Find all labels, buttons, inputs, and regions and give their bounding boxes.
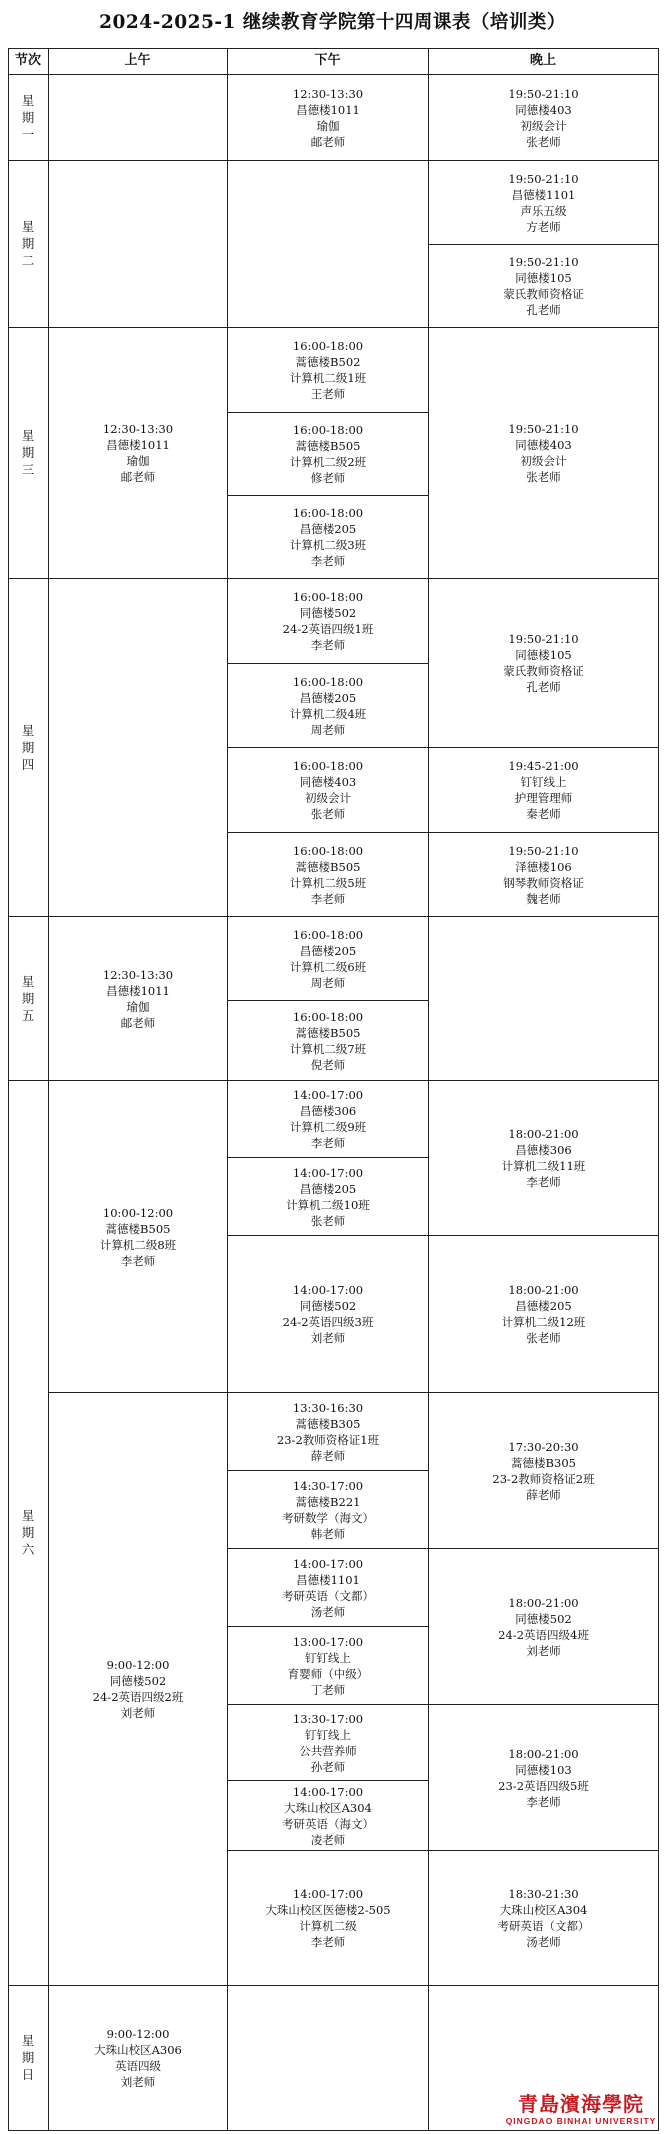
course-cell-sat-pm9-line: 考研英语（海文）: [282, 1816, 374, 1831]
header-morning: [48, 48, 227, 74]
course-cell-thu-pm2-line: 周老师: [310, 722, 346, 737]
course-cell-thu-ev3-line: 19:50-21:10: [508, 843, 579, 858]
course-cell-sat-pm4: [228, 1393, 428, 1470]
course-cell-mon-pm-line: 瑜伽: [316, 118, 340, 133]
course-cell-sat-ev4-line: 刘老师: [526, 1643, 561, 1658]
course-cell-sat-pm1: [228, 1081, 428, 1157]
course-cell-sat-ev6: [429, 1851, 658, 1985]
day-label-sun-line: 期: [21, 2050, 35, 2065]
course-cell-wed-ev: [429, 328, 658, 578]
course-cell-sat-pm2-line: 14:00-17:00: [292, 1165, 364, 1180]
day-label-mon-line: 期: [21, 109, 35, 125]
course-cell-sat-pm5-line: 14:30-17:00: [292, 1478, 364, 1493]
course-cell-sat-pm4-line: 13:30-16:30: [292, 1400, 364, 1415]
course-cell-sat-pm5: [228, 1471, 428, 1548]
course-cell-tue-ev1-line: 昌德楼1101: [511, 187, 576, 202]
course-cell-wed-am-line: 邮老师: [120, 470, 156, 484]
course-cell-sat-pm3: [228, 1236, 428, 1392]
course-cell-sat-pm10-line: 李老师: [310, 1935, 346, 1949]
course-cell-thu-pm3-line: 16:00-18:00: [292, 759, 364, 773]
day-label-tue-line: 二: [21, 253, 35, 268]
page-title: 2024-2025-1 继续教育学院第十四周课表（培训类）: [99, 12, 566, 33]
course-cell-sat-pm4-line: 薛老师: [310, 1448, 346, 1463]
day-label-sat: [8, 1080, 48, 1985]
course-cell-sat-pm9-line: 14:00-17:00: [292, 1784, 364, 1799]
course-cell-wed-ev-line: 张老师: [526, 470, 561, 484]
course-cell-sat-pm6-line: 考研英语（文都）: [282, 1588, 374, 1603]
course-cell-sat-pm8-line: 孙老师: [310, 1759, 346, 1774]
course-cell-sat-ev3: [429, 1393, 658, 1548]
course-cell-tue-ev1: [429, 161, 658, 244]
course-cell-sat-pm2: [228, 1158, 428, 1235]
course-cell-sat-pm4-line: 23-2教师资格证1班: [276, 1432, 380, 1447]
course-cell-thu-ev1-line: 孔老师: [526, 680, 561, 694]
course-cell-sat-am2-line: 同德楼502: [109, 1674, 167, 1688]
course-cell-sun-am-line: 9:00-12:00: [106, 2027, 170, 2041]
course-cell-tue-ev2-line: 蒙氏教师资格证: [503, 287, 584, 301]
course-cell-thu-ev2: [429, 748, 658, 832]
course-cell-sat-am1-line: 李老师: [120, 1253, 156, 1268]
course-cell-sat-pm5-line: 蒿德楼B221: [295, 1494, 361, 1509]
course-cell-thu-ev1: [429, 579, 658, 747]
course-cell-sat-pm7: [228, 1627, 428, 1704]
course-cell-sat-ev1-line: 李老师: [526, 1175, 561, 1189]
course-cell-fri-am-line: 12:30-13:30: [102, 967, 174, 982]
course-cell-fri-pm1-line: 周老师: [310, 975, 346, 990]
cell-divider: [48, 578, 228, 579]
course-cell-sat-pm9: [228, 1781, 428, 1850]
course-cell-sat-ev4-line: 24-2英语四级4班: [498, 1627, 589, 1642]
course-cell-wed-pm3-line: 昌德楼205: [299, 522, 357, 536]
course-cell-wed-pm3-line: 16:00-18:00: [292, 506, 364, 520]
course-cell-wed-pm3: [228, 496, 428, 578]
course-cell-sat-pm3-line: 24-2英语四级3班: [282, 1315, 374, 1329]
course-cell-sat-pm10-line: 14:00-17:00: [292, 1887, 364, 1901]
course-cell-fri-pm2-line: 计算机二级7班: [289, 1041, 367, 1056]
course-cell-fri-pm1-line: 昌德楼205: [299, 943, 357, 958]
day-label-thu-line: 星: [21, 722, 35, 738]
course-cell-sat-ev5-line: 李老师: [526, 1794, 561, 1809]
course-cell-sat-am1: [49, 1081, 227, 1392]
day-label-thu: [8, 578, 48, 916]
day-label-fri-line: 期: [21, 990, 35, 1006]
course-cell-sat-ev5-line: 18:00-21:00: [508, 1746, 579, 1761]
course-cell-thu-pm2-line: 昌德楼205: [299, 690, 357, 705]
course-cell-sat-ev1: [429, 1081, 658, 1235]
course-cell-sat-pm8-line: 公共营养师: [299, 1743, 357, 1758]
course-cell-mon-ev-line: 初级会计: [520, 118, 567, 133]
course-cell-thu-ev3: [429, 833, 658, 916]
course-cell-thu-pm1-line: 16:00-18:00: [292, 590, 364, 604]
course-cell-wed-pm2-line: 计算机二级2班: [289, 455, 367, 469]
course-cell-fri-pm1-line: 计算机二级6班: [289, 959, 367, 974]
course-cell-wed-am-line: 昌德楼1011: [106, 438, 170, 452]
course-cell-tue-ev2: [429, 245, 658, 327]
day-label-mon-line: 星: [21, 92, 35, 108]
course-cell-sat-pm1-line: 李老师: [310, 1136, 346, 1150]
course-cell-thu-pm1-line: 李老师: [310, 638, 346, 652]
course-cell-fri-am-line: 邮老师: [120, 1015, 156, 1030]
table-bottom-border: [8, 2130, 659, 2131]
course-cell-sat-ev2-line: 18:00-21:00: [508, 1283, 579, 1297]
day-label-tue-line: 星: [21, 219, 35, 234]
course-cell-sat-am2: [49, 1393, 227, 1985]
course-cell-wed-pm1: [228, 328, 428, 412]
course-cell-sat-pm8-line: 钉钉线上: [305, 1727, 351, 1742]
course-cell-thu-pm1: [228, 579, 428, 663]
header-morning-line: 上午: [124, 53, 151, 68]
course-cell-sun-am-line: 刘老师: [120, 2075, 156, 2089]
course-cell-sat-pm3-line: 14:00-17:00: [292, 1283, 364, 1297]
course-cell-thu-pm2: [228, 664, 428, 747]
course-cell-sat-pm10-line: 计算机二级: [299, 1919, 357, 1933]
course-cell-sat-pm10: [228, 1851, 428, 1985]
course-cell-sat-ev3-line: 17:30-20:30: [508, 1439, 579, 1454]
course-cell-sat-ev4: [429, 1549, 658, 1704]
course-cell-sat-ev3-line: 蒿德楼B305: [511, 1455, 576, 1470]
course-cell-thu-pm1-line: 24-2英语四级1班: [282, 622, 374, 636]
course-cell-wed-pm3-line: 计算机二级3班: [289, 538, 367, 552]
course-cell-sat-pm6-line: 昌德楼1101: [296, 1572, 360, 1587]
day-label-sun-line: 星: [21, 2033, 35, 2048]
course-cell-sat-ev2-line: 计算机二级12班: [501, 1315, 586, 1329]
day-label-wed-line: 期: [21, 445, 35, 460]
course-cell-thu-pm3-line: 同德楼403: [299, 775, 357, 789]
table-right-border: [658, 48, 659, 2130]
course-cell-sun-am: [49, 1986, 227, 2130]
course-cell-sat-ev3-line: 薛老师: [526, 1487, 561, 1502]
course-cell-thu-ev2-line: 秦老师: [526, 807, 561, 821]
day-label-fri-line: 五: [21, 1007, 35, 1023]
course-cell-sat-ev4-line: 18:00-21:00: [508, 1595, 579, 1610]
course-cell-wed-pm2-line: 修老师: [310, 471, 346, 485]
day-label-sat-line: 六: [21, 1542, 35, 1557]
header-afternoon: [227, 48, 428, 74]
course-cell-sat-pm4-line: 蒿德楼B305: [295, 1416, 361, 1431]
course-cell-fri-am: [49, 917, 227, 1080]
course-cell-sat-am1-line: 蒿德楼B505: [105, 1221, 171, 1236]
course-cell-sat-am2-line: 刘老师: [120, 1706, 156, 1720]
course-cell-sat-ev5-line: 23-2英语四级5班: [498, 1778, 589, 1793]
course-cell-mon-pm-line: 昌德楼1011: [296, 102, 360, 117]
course-cell-thu-pm3-line: 张老师: [310, 807, 346, 821]
header-evening-line: 晚上: [529, 53, 556, 68]
course-cell-fri-pm2-line: 蒿德楼B505: [295, 1025, 361, 1040]
course-cell-thu-pm4-line: 李老师: [310, 891, 346, 906]
course-cell-sat-pm7-line: 丁老师: [310, 1682, 346, 1697]
course-cell-thu-pm1-line: 同德楼502: [299, 606, 357, 620]
header-afternoon-line: 下午: [314, 53, 341, 68]
course-cell-sat-ev2-line: 张老师: [526, 1331, 561, 1345]
course-cell-sat-ev6-line: 18:30-21:30: [508, 1887, 579, 1901]
header-period-line: 节次: [14, 53, 41, 68]
course-cell-tue-ev2-line: 同德楼105: [515, 271, 572, 285]
course-cell-sat-pm2-line: 张老师: [310, 1213, 346, 1228]
course-cell-sat-ev6-line: 大珠山校区A304: [499, 1903, 588, 1917]
day-label-sun-line: 日: [21, 2067, 35, 2082]
course-cell-sat-am2-line: 9:00-12:00: [106, 1658, 170, 1672]
course-cell-thu-pm2-line: 计算机二级4班: [289, 706, 367, 721]
course-cell-tue-ev2-line: 19:50-21:10: [508, 255, 579, 269]
day-label-thu-line: 期: [21, 739, 35, 755]
course-cell-thu-pm4-line: 蒿德楼B505: [295, 859, 361, 874]
course-cell-wed-ev-line: 同德楼403: [515, 438, 572, 452]
course-cell-fri-pm2: [228, 1001, 428, 1080]
course-cell-wed-pm2-line: 16:00-18:00: [292, 423, 364, 437]
course-cell-wed-pm2: [228, 413, 428, 495]
course-cell-sat-pm1-line: 计算机二级9班: [289, 1120, 367, 1134]
course-cell-sat-pm6-line: 汤老师: [310, 1604, 346, 1619]
course-cell-sat-ev1-line: 昌德楼306: [515, 1143, 572, 1157]
course-cell-wed-am: [49, 328, 227, 578]
course-cell-wed-pm3-line: 李老师: [310, 554, 346, 568]
course-cell-thu-ev1-line: 同德楼105: [515, 648, 572, 662]
course-cell-thu-ev3-line: 魏老师: [526, 891, 561, 906]
header-evening: [428, 48, 658, 74]
course-cell-sat-pm6: [228, 1549, 428, 1626]
course-cell-thu-ev1-line: 19:50-21:10: [508, 632, 579, 646]
course-cell-sat-am1-line: 10:00-12:00: [102, 1205, 174, 1220]
course-cell-sat-ev2: [429, 1236, 658, 1392]
course-cell-thu-pm4-line: 计算机二级5班: [289, 875, 367, 890]
course-cell-tue-ev1-line: 19:50-21:10: [508, 171, 579, 186]
course-cell-thu-ev1-line: 蒙氏教师资格证: [503, 664, 584, 678]
day-label-fri-line: 星: [21, 973, 35, 989]
course-cell-mon-pm-line: 邮老师: [310, 134, 346, 149]
course-cell-fri-pm2-line: 倪老师: [310, 1057, 346, 1072]
course-cell-mon-ev-line: 同德楼403: [515, 102, 572, 117]
course-cell-sat-pm8-line: 13:30-17:00: [292, 1711, 364, 1726]
course-cell-sat-ev4-line: 同德楼502: [515, 1611, 572, 1626]
course-cell-mon-ev-line: 张老师: [526, 134, 561, 149]
course-cell-sat-ev3-line: 23-2教师资格证2班: [492, 1471, 595, 1486]
day-label-wed-line: 星: [21, 428, 35, 443]
course-cell-thu-pm4-line: 16:00-18:00: [292, 843, 364, 858]
day-label-tue-line: 期: [21, 236, 35, 251]
course-cell-wed-pm2-line: 蒿德楼B505: [295, 439, 361, 453]
day-label-mon-line: 一: [21, 126, 35, 142]
course-cell-fri-am-line: 昌德楼1011: [106, 983, 170, 998]
course-cell-mon-ev: [429, 75, 658, 160]
course-cell-sat-pm2-line: 计算机二级10班: [286, 1197, 370, 1212]
course-cell-mon-pm-line: 12:30-13:30: [292, 86, 364, 101]
course-cell-sat-pm6-line: 14:00-17:00: [292, 1556, 364, 1571]
course-cell-thu-pm4: [228, 833, 428, 916]
course-cell-thu-pm3: [228, 748, 428, 832]
course-cell-tue-ev1-line: 方老师: [526, 219, 561, 234]
course-cell-fri-pm1: [228, 917, 428, 1000]
course-cell-sat-pm10-line: 大珠山校区医德楼2-505: [265, 1903, 391, 1917]
university-logo: [505, 2092, 657, 2130]
course-cell-wed-ev-line: 初级会计: [520, 454, 567, 468]
course-cell-fri-pm2-line: 16:00-18:00: [292, 1009, 364, 1024]
day-label-fri: [8, 916, 48, 1080]
course-cell-thu-pm2-line: 16:00-18:00: [292, 674, 364, 689]
course-cell-thu-ev2-line: 19:45-21:00: [508, 759, 579, 773]
header-period: [8, 48, 48, 74]
course-cell-sat-pm7-line: 钉钉线上: [305, 1650, 351, 1665]
course-cell-sat-ev1-line: 18:00-21:00: [508, 1127, 579, 1141]
course-cell-thu-ev3-line: 泽德楼106: [515, 859, 572, 874]
course-cell-wed-am-line: 瑜伽: [126, 454, 150, 468]
day-label-sun: [8, 1985, 48, 2130]
course-cell-thu-ev3-line: 钢琴教师资格证: [503, 875, 584, 890]
course-cell-wed-pm1-line: 王老师: [310, 387, 346, 401]
logo-english-text: QINGDAO BINHAI UNIVERSITY: [505, 2116, 657, 2126]
course-cell-sat-ev6-line: 汤老师: [526, 1935, 561, 1949]
course-cell-sat-am1-line: 计算机二级8班: [99, 1237, 177, 1252]
logo-chinese-text: 青島濱海學院: [518, 2092, 644, 2116]
course-cell-sun-am-line: 英语四级: [115, 2059, 161, 2073]
course-cell-sat-pm3-line: 同德楼502: [299, 1299, 357, 1313]
course-cell-fri-pm1-line: 16:00-18:00: [292, 927, 364, 942]
course-cell-sat-ev1-line: 计算机二级11班: [501, 1159, 586, 1173]
day-label-tue: [8, 160, 48, 327]
course-cell-sat-pm7-line: 13:00-17:00: [292, 1634, 364, 1649]
course-cell-wed-pm1-line: 蒿德楼B502: [295, 355, 361, 369]
course-cell-wed-ev-line: 19:50-21:10: [508, 422, 579, 436]
course-cell-wed-pm1-line: 16:00-18:00: [292, 339, 364, 353]
course-cell-fri-am-line: 瑜伽: [126, 999, 150, 1014]
course-cell-sat-pm8: [228, 1705, 428, 1780]
course-cell-thu-pm3-line: 初级会计: [305, 791, 351, 805]
course-cell-sat-pm7-line: 育婴师（中级）: [287, 1666, 369, 1681]
course-cell-mon-pm: [228, 75, 428, 160]
course-cell-sun-am-line: 大珠山校区A306: [94, 2043, 182, 2057]
day-label-sat-line: 期: [21, 1525, 35, 1540]
course-cell-tue-ev1-line: 声乐五级: [520, 203, 567, 218]
course-cell-mon-ev-line: 19:50-21:10: [508, 86, 579, 101]
course-cell-tue-ev2-line: 孔老师: [526, 303, 561, 317]
course-cell-sat-pm9-line: 凌老师: [310, 1832, 346, 1847]
course-cell-sat-ev5-line: 同德楼103: [515, 1762, 572, 1777]
course-cell-sat-pm1-line: 昌德楼306: [299, 1104, 357, 1118]
day-label-wed: [8, 327, 48, 578]
course-cell-thu-ev2-line: 护理管理师: [514, 791, 573, 805]
course-cell-wed-pm1-line: 计算机二级1班: [289, 371, 367, 385]
day-label-sat-line: 星: [21, 1508, 35, 1523]
day-label-thu-line: 四: [21, 756, 35, 772]
course-cell-wed-am-line: 12:30-13:30: [102, 422, 174, 436]
course-cell-sat-pm5-line: 考研数学（海文）: [282, 1510, 374, 1525]
course-cell-sat-ev5: [429, 1705, 658, 1850]
course-cell-thu-ev2-line: 钉钉线上: [520, 775, 567, 789]
course-cell-sat-pm9-line: 大珠山校区A304: [284, 1800, 372, 1815]
course-cell-sat-pm5-line: 韩老师: [310, 1526, 346, 1541]
course-cell-sat-pm2-line: 昌德楼205: [299, 1181, 357, 1196]
course-cell-sat-ev6-line: 考研英语（文都）: [497, 1919, 590, 1933]
day-label-wed-line: 三: [21, 462, 35, 477]
course-cell-sat-pm3-line: 刘老师: [310, 1331, 346, 1345]
course-cell-sat-ev2-line: 昌德楼205: [515, 1299, 572, 1313]
course-cell-sat-pm1-line: 14:00-17:00: [292, 1088, 364, 1102]
day-label-mon: [8, 74, 48, 160]
course-cell-sat-am2-line: 24-2英语四级2班: [92, 1690, 184, 1704]
